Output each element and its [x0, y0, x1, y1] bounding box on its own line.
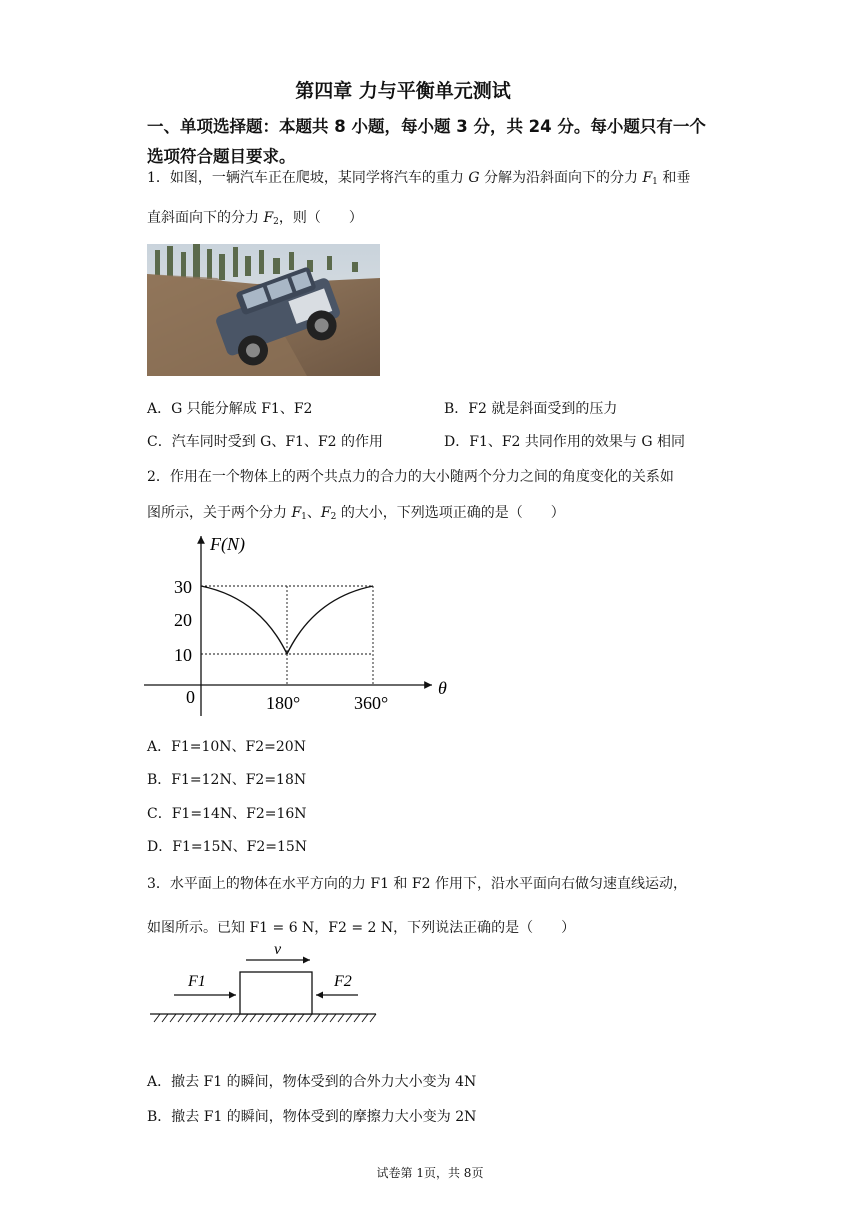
y-tick-20: 20 — [174, 610, 192, 630]
y-axis-label: F(N) — [210, 534, 245, 554]
question-1-option-d: D．F1、F2 共同作用的效果与 G 相同 — [444, 434, 686, 450]
question-3-stem: 3．水平面上的物体在水平方向的力 F1 和 F2 作用下，沿水平面向右做匀速直线运动， 如图所示。已知 F1 = 6 N，F2 = 2 N，下列说法正确的是（ ） — [147, 876, 687, 936]
force-angle-graph — [140, 528, 470, 720]
question-1-option-c: C．汽车同时受到 G、F1、F2 的作用 — [147, 434, 384, 450]
ground-hatching — [154, 1014, 376, 1022]
block-force-figure — [150, 940, 380, 1028]
velocity-label: v — [274, 941, 282, 958]
y-tick-30: 30 — [174, 577, 192, 597]
y-tick-10: 10 — [174, 645, 192, 665]
car-climbing-photo — [147, 244, 380, 376]
question-3-option-b: B．撤去 F1 的瞬间，物体受到的摩擦力大小变为 2N — [147, 1109, 477, 1125]
f2-label: F2 — [334, 973, 352, 990]
block — [240, 972, 312, 1014]
question-2-option-d: D．F1=15N、F2=15N — [147, 839, 308, 855]
x-tick-360: 360° — [354, 693, 389, 713]
origin-label: 0 — [186, 687, 195, 707]
page-title: 第四章 力与平衡单元测试 — [295, 80, 511, 102]
question-1-option-b: B．F2 就是斜面受到的压力 — [444, 401, 618, 417]
page-footer: 试卷第 1页，共 8页 — [376, 1166, 484, 1180]
f1-label: F1 — [188, 973, 206, 990]
question-2-stem: 2．作用在一个物体上的两个共点力的合力的大小随两个分力之间的角度变化的关系如 图所示，关于两个分力 $F_1$、$F_2$ 的大小，下列选项正确的是（ ） — [147, 469, 674, 522]
question-1-stem — [147, 160, 737, 240]
question-3-option-a: A．撤去 F1 的瞬间，物体受到的合外力大小变为 4N — [147, 1074, 477, 1090]
question-2-option-c: C．F1=14N、F2=16N — [147, 806, 307, 822]
question-2-option-b: B．F1=12N、F2=18N — [147, 772, 307, 788]
question-1-line-1: 1．如图，一辆汽车正在爬坡，某同学将汽车的重力 G 分解为沿斜面向下的分力 $F_1$ 和垂 — [147, 170, 691, 187]
x-axis-label: θ — [438, 678, 447, 698]
x-tick-180: 180° — [266, 693, 301, 713]
question-2-option-a: A．F1=10N、F2=20N — [147, 739, 306, 755]
question-1-option-a: A．G 只能分解成 F1、F2 — [147, 401, 313, 417]
question-1-line-2: 直斜面向下的分力 $F_2$，则（ ） — [147, 210, 363, 227]
section-heading: 一、单项选择题：本题共 8 小题，每小题 3 分，共 24 分。每小题只有一个 选项符合题目要求。 — [147, 117, 706, 166]
